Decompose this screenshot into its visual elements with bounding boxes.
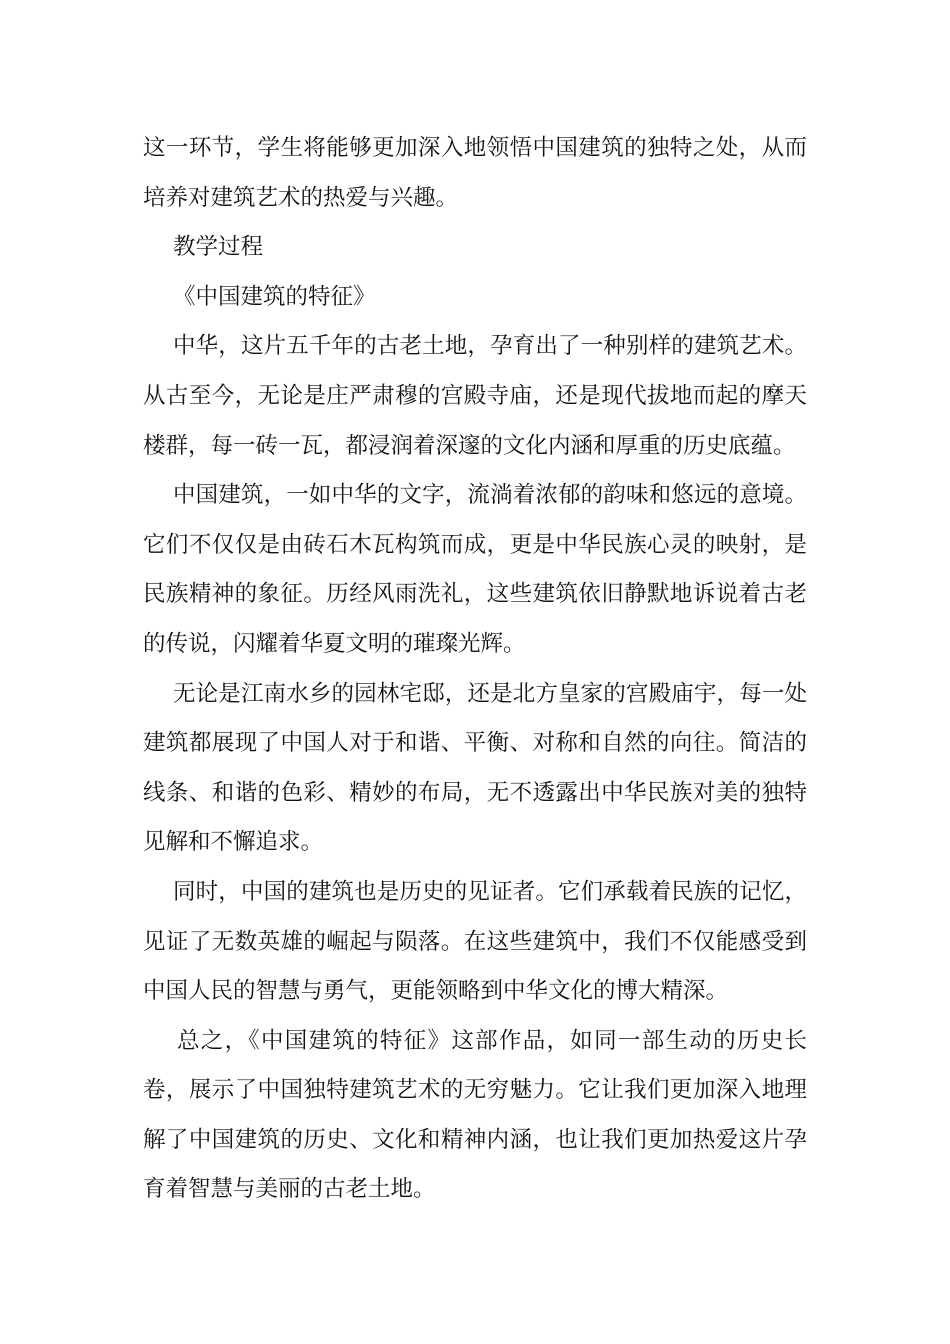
body-paragraph-3: 无论是江南水乡的园林宅邸，还是北方皇家的宫殿庙宇，每一处建筑都展现了中国人对于和谐、平衡、对称和自然的向往。简洁的线条、和谐的色彩、精妙的布局，无不透露出中华民族对美的独特见解和不懈追求。 bbox=[143, 680, 807, 856]
work-title: 《中国建筑的特征》 bbox=[173, 283, 376, 310]
body-paragraph-1: 中华，这片五千年的古老土地，孕育出了一种别样的建筑艺术。从古至今，无论是庄严肃穆的宫殿寺庙，还是现代拔地而起的摩天楼群，每一砖一瓦，都浸润着深邃的文化内涵和厚重的历史底蕴。 bbox=[143, 333, 807, 459]
continuation-paragraph: 这一环节，学生将能够更加深入地领悟中国建筑的独特之处，从而培养对建筑艺术的热爱与兴趣。 bbox=[143, 135, 807, 211]
body-paragraph-4: 同时，中国的建筑也是历史的见证者。它们承载着民族的记忆，见证了无数英雄的崛起与陨落。在这些建筑中，我们不仅能感受到中国人民的智慧与勇气，更能领略到中华文化的博大精深。 bbox=[143, 878, 807, 1005]
body-paragraph-2: 中国建筑，一如中华的文字，流淌着浓郁的韵味和悠远的意境。它们不仅仅是由砖石木瓦构筑而成，更是中华民族心灵的映射，是民族精神的象征。历经风雨洗礼，这些建筑依旧静默地诉说着古老的传说，闪耀着华夏文明的璀璨光辉。 bbox=[143, 482, 807, 657]
body-paragraph-5: 总之，《中国建筑的特征》这部作品，如同一部生动的历史长卷，展示了中国独特建筑艺术的无穷魅力。它让我们更加深入地理解了中国建筑的历史、文化和精神内涵，也让我们更加热爱这片孕育着智慧与美丽的古老土地。 bbox=[143, 1027, 807, 1203]
section-heading: 教学过程 bbox=[173, 234, 264, 261]
document-body bbox=[143, 124, 807, 1215]
